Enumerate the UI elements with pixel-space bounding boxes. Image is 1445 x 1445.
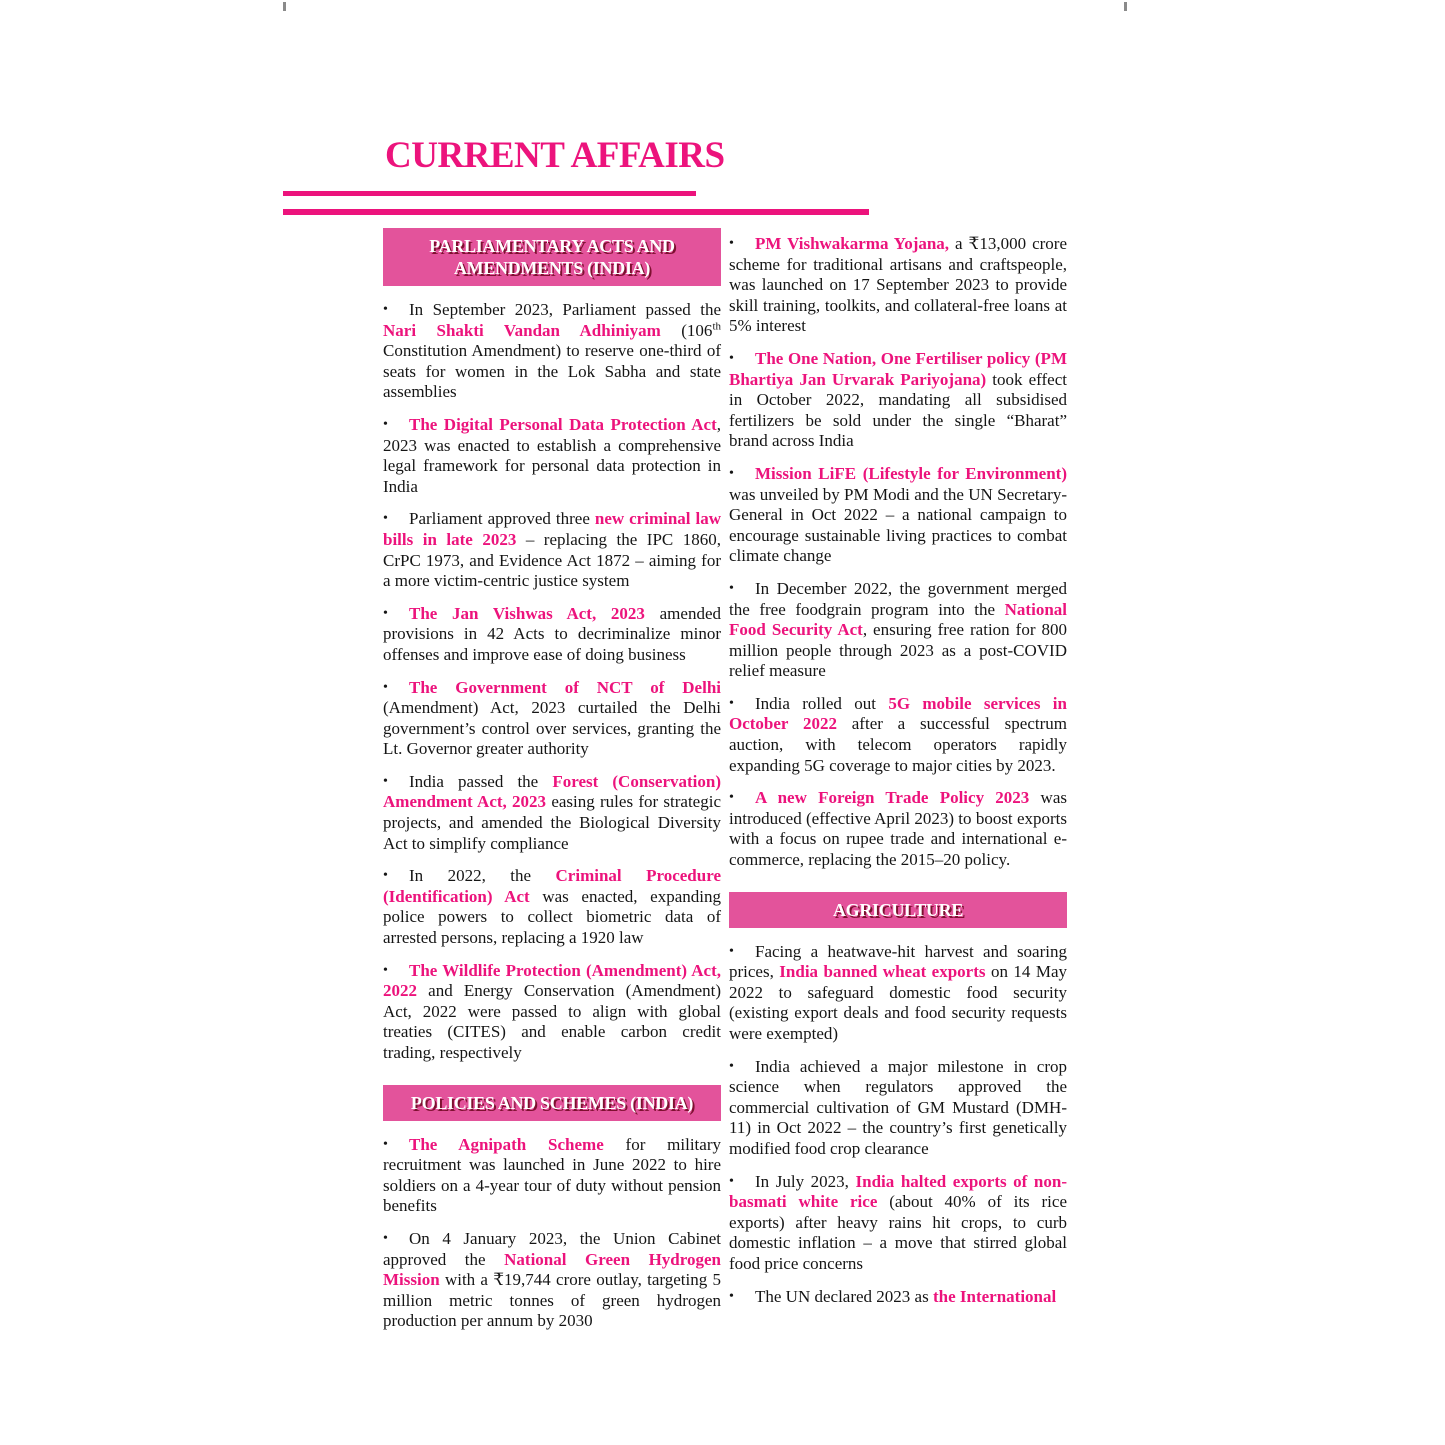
highlighted-term: Nari Shakti Vandan Adhiniyam: [383, 320, 661, 340]
body-text: (106: [660, 320, 713, 340]
bullet-icon: •: [729, 1058, 734, 1074]
body-text: In 2022, the: [409, 866, 556, 886]
body-text: , 2023 was enacted to establish a comprehensive legal framework for personal data protection in India: [383, 414, 721, 496]
body-text: was unveiled by PM Modi and the UN Secretary-General in Oct 2022 – a national campaign to encourage sustainable living practices to combat climate change: [729, 484, 1067, 566]
bullet-icon: •: [383, 605, 388, 621]
body-text: and Energy Conservation (Amendment) Act, 2022 were passed to align with global treaties (CITES) and enable carbon credit trading, respectively: [383, 981, 721, 1062]
body-text: In July 2023,: [755, 1171, 856, 1191]
bullet-item: [383, 1135, 721, 1217]
bullet-icon: •: [383, 302, 388, 317]
section-header: PARLIAMENTARY ACTS AND AMENDMENTS (INDIA): [383, 228, 721, 286]
highlighted-term: The Agnipath Scheme: [409, 1134, 604, 1154]
bullet-icon: •: [729, 1288, 734, 1304]
bullet-item: [383, 415, 721, 497]
bullet-icon: •: [729, 236, 734, 251]
highlighted-term: new criminal law bills in late 2023: [383, 509, 721, 549]
bullet-item: [383, 772, 721, 854]
crop-mark-right: [1124, 2, 1127, 11]
body-text: was enacted, expanding police powers to collect biometric data of arrested persons, replacing a 1920 law: [383, 886, 721, 948]
highlighted-term: Forest (Conservation) Amendment Act, 2023: [383, 771, 721, 812]
bullet-item: [729, 349, 1067, 452]
bullet-icon: •: [729, 943, 734, 959]
highlighted-term: The One Nation, One Fertiliser policy (PM Bhartiya Jan Urvarak Pariyojana): [729, 348, 1067, 389]
body-text: In December 2022, the government merged the free foodgrain program into the: [729, 578, 1067, 619]
bullet-icon: •: [383, 773, 388, 789]
highlighted-term: India banned wheat exports: [779, 962, 986, 982]
bullet-icon: •: [383, 962, 388, 978]
bullet-item: [383, 604, 721, 666]
body-text: The UN declared 2023 as: [755, 1286, 933, 1306]
title-underline-long: [283, 209, 869, 215]
body-text: Facing a heatwave-hit harvest and soaring prices,: [729, 941, 1067, 982]
body-text: In September 2023, Parliament passed the: [409, 300, 721, 319]
two-column-layout: [383, 228, 1067, 1332]
bullet-item: [383, 509, 721, 591]
body-text: th: [712, 319, 721, 332]
highlighted-term: National Food Security Act: [729, 599, 1067, 640]
body-text: on 14 May 2022 to safeguard domestic food security (existing export deals and food security requests were exempted): [729, 962, 1068, 1043]
bullet-item: [729, 464, 1067, 567]
highlighted-term: the International: [932, 1286, 1057, 1306]
bullet-icon: •: [383, 511, 388, 527]
bullet-item: [383, 866, 721, 948]
bullet-icon: •: [729, 1173, 734, 1189]
section-header: AGRICULTURE: [729, 892, 1067, 928]
body-text: a ₹13,000 crore scheme for traditional artisans and craftspeople, was launched on 17 September 2023 to provide skill training, toolkits, and collateral-free loans at 5% interest: [729, 234, 1067, 336]
body-text: amended provisions in 42 Acts to decriminalize minor offenses and improve ease of doing business: [383, 603, 721, 664]
highlighted-term: The Government of NCT of Delhi: [409, 677, 721, 697]
highlighted-term: 5G mobile services in October 2022: [729, 693, 1067, 734]
body-text: was introduced (effective April 2023) to boost exports with a focus on rupee trade and international e-commerce, replacing the 2015–20 policy.: [729, 788, 1067, 870]
body-text: (about 40% of its rice exports) after heavy rains hit crops, to curb domestic inflation – a move that stirred global food price concerns: [729, 1192, 1067, 1273]
body-text: Parliament approved three: [409, 509, 595, 529]
bullet-icon: •: [729, 790, 734, 806]
body-text: On 4 January 2023, the Union Cabinet approved the: [383, 1228, 721, 1269]
body-text: after a successful spectrum auction, with telecom operators rapidly expanding 5G coverage to major cities by 2023.: [729, 714, 1067, 775]
bullet-item: [383, 300, 721, 403]
bullet-icon: •: [383, 868, 388, 884]
body-text: took effect in October 2022, mandating all subsidised fertilizers be sold under the single “Bharat” brand across India: [729, 369, 1067, 451]
body-text: India achieved a major milestone in crop science when regulators approved the commercial cultivation of GM Mustard (DMH-11) in Oct 2022 – the country’s first genetically modified food crop clearance: [729, 1056, 1067, 1158]
bullet-icon: •: [729, 465, 734, 481]
body-text: easing rules for strategic projects, and amended the Biological Diversity Act to simplify compliance: [383, 792, 721, 853]
section-header: POLICIES AND SCHEMES (INDIA): [383, 1085, 721, 1121]
highlighted-term: Mission LiFE (Lifestyle for Environment): [755, 463, 1067, 483]
body-text: for military recruitment was launched in June 2022 to hire soldiers on a 4-year tour of duty without pension benefits: [383, 1134, 721, 1216]
highlighted-term: PM Vishwakarma Yojana,: [755, 234, 950, 253]
bullet-item: [383, 678, 721, 760]
bullet-icon: •: [729, 695, 734, 711]
bullet-item: [383, 961, 721, 1064]
bullet-icon: •: [383, 1136, 388, 1152]
body-text: (Amendment) Act, 2023 curtailed the Delhi government’s control over services, granting the Lt. Governor greater authority: [383, 698, 721, 759]
page-title: CURRENT AFFAIRS: [385, 135, 725, 176]
body-text: – replacing the IPC 1860, CrPC 1973, and Evidence Act 1872 – aiming for a more victim-centric justice system: [383, 529, 721, 591]
bullet-icon: •: [383, 416, 388, 432]
bullet-item: [729, 1172, 1067, 1275]
title-underline-short: [283, 191, 696, 196]
highlighted-term: The Jan Vishwas Act, 2023: [409, 603, 645, 623]
body-text: Constitution Amendment) to reserve one-third of seats for women in the Lok Sabha and state assemblies: [383, 341, 721, 402]
body-text: India passed the: [409, 771, 553, 791]
bullet-item: [729, 694, 1067, 776]
crop-mark-left: [283, 2, 286, 11]
left-column: [383, 228, 721, 1332]
body-text: India rolled out: [755, 693, 889, 713]
bullet-item: [729, 942, 1067, 1045]
bullet-item: [729, 234, 1067, 337]
bullet-icon: •: [729, 350, 734, 366]
highlighted-term: A new Foreign Trade Policy 2023: [755, 788, 1030, 808]
highlighted-term: National Green Hydrogen Mission: [383, 1249, 721, 1290]
right-column: [729, 228, 1067, 1307]
bullet-icon: •: [729, 580, 734, 596]
highlighted-term: The Wildlife Protection (Amendment) Act, 2022: [383, 960, 721, 1001]
bullet-item: [383, 1229, 721, 1332]
highlighted-term: The Digital Personal Data Protection Act: [409, 414, 717, 434]
bullet-icon: •: [383, 679, 388, 695]
highlighted-term: Criminal Procedure (Identification) Act: [383, 866, 721, 906]
body-text: with a ₹19,744 crore outlay, targeting 5 million metric tonnes of green hydrogen production per annum by 2030: [383, 1270, 721, 1331]
bullet-icon: •: [383, 1230, 388, 1246]
bullet-item: [729, 579, 1067, 682]
body-text: , ensuring free ration for 800 million people through 2023 as a post-COVID relief measure: [729, 620, 1067, 681]
bullet-item: [729, 1057, 1067, 1160]
bullet-item: [729, 1287, 1067, 1308]
highlighted-term: India halted exports of non-basmati white rice: [729, 1171, 1068, 1212]
bullet-item: [729, 788, 1067, 870]
